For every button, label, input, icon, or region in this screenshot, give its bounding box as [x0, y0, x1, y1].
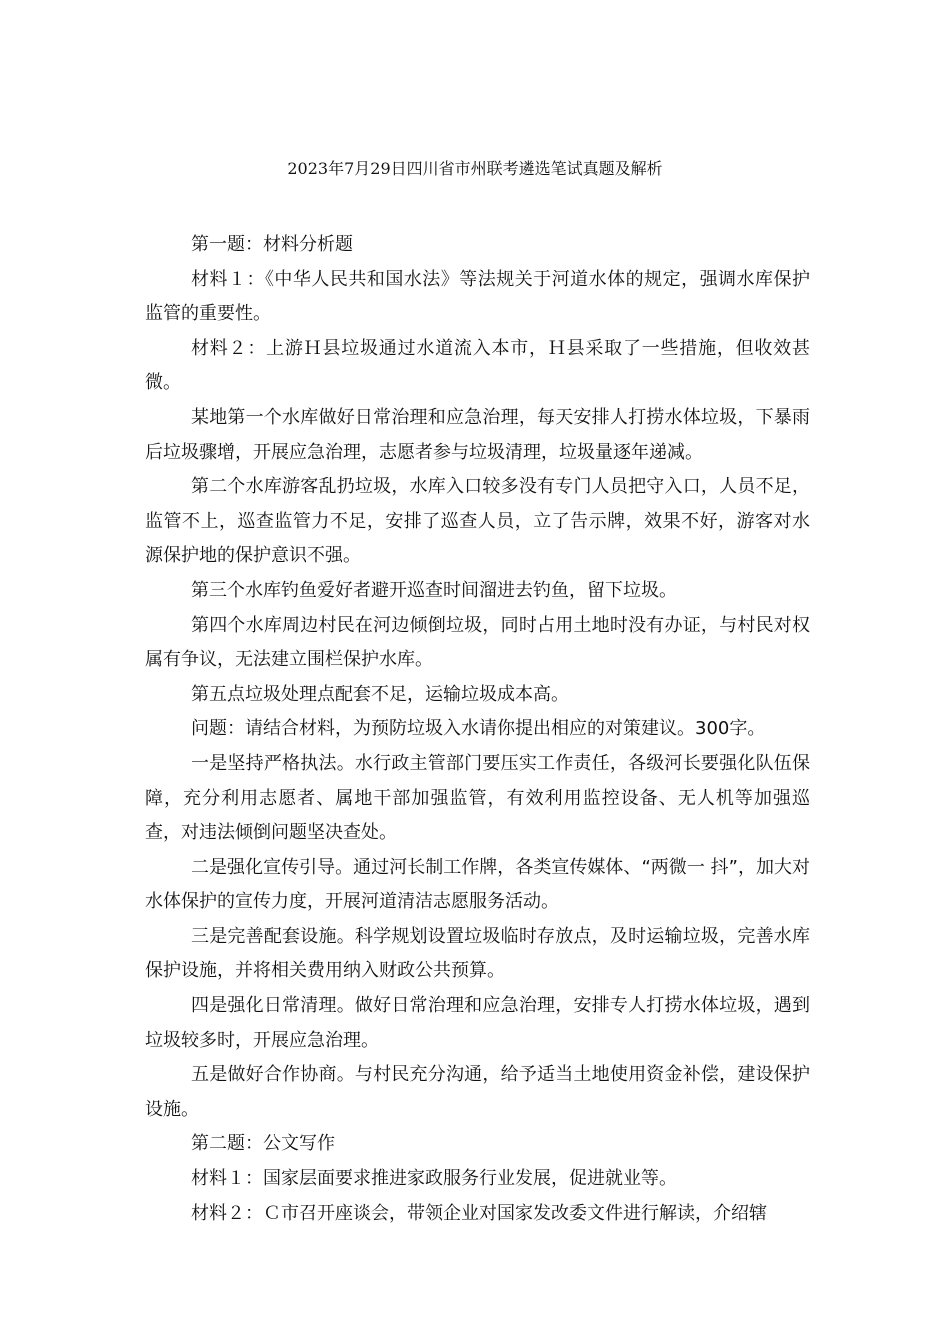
document-title: 2023年7月29日四川省市州联考遴选笔试真题及解析	[287, 159, 663, 178]
answer-paragraph: 五是做好合作协商。与村民充分沟通，给予适当土地使用资金补偿，建设保护设施。	[145, 1064, 810, 1120]
answer-paragraph: 一是坚持严格执法。水行政主管部门要压实工作责任，各级河长要强化队伍保障，充分利用志愿者、属地干部加强监管，有效利用监控设备、无人机等加强巡查，对违法倾倒问题坚决查处。	[145, 752, 810, 844]
section-heading-1: 第一题：材料分析题	[191, 234, 353, 255]
material-paragraph: 材料１：《中华人民共和国水法》等法规关于河道水体的规定，强调水库保护监管的重要性。	[145, 268, 810, 325]
answer-paragraph: 二是强化宣传引导。通过河长制工作牌，各类宣传媒体、“两微一 抖”，加大对水体保护的宣传力度，开展河道清洁志愿服务活动。	[145, 856, 810, 913]
material-paragraph: 某地第一个水库做好日常治理和应急治理，每天安排人打捞水体垃圾，下暴雨后垃圾骤增，开展应急治理，志愿者参与垃圾清理，垃圾量逐年递减。	[145, 406, 810, 463]
document-body	[145, 228, 810, 1231]
material-paragraph: 材料２：Ｃ市召开座谈会，带领企业对国家发改委文件进行解读，介绍辖	[191, 1202, 767, 1224]
question-paragraph: 问题：请结合材料，为预防垃圾入水请你提出相应的对策建议。300字。	[191, 718, 766, 740]
section-heading-2: 第二题：公文写作	[191, 1133, 335, 1155]
material-paragraph: 第二个水库游客乱扔垃圾，水库入口较多没有专门人员把守入口，人员不足，监管不上，巡查监管力不足，安排了巡查人员，立了告示牌，效果不好，游客对水源保护地的保护意识不强。	[145, 476, 810, 567]
answer-paragraph: 三是完善配套设施。科学规划设置垃圾临时存放点，及时运输垃圾，完善水库保护设施，并将相关费用纳入财政公共预算。	[145, 925, 810, 982]
material-paragraph: 材料２：上游Ｈ县垃圾通过水道流入本市，Ｈ县采取了一些措施，但收效甚微。	[145, 337, 810, 394]
material-paragraph: 第四个水库周边村民在河边倾倒垃圾，同时占用土地时没有办证，与村民对权属有争议，无法建立围栏保护水库。	[145, 614, 810, 671]
material-paragraph: 第五点垃圾处理点配套不足，运输垃圾成本高。	[191, 683, 569, 705]
material-paragraph: 第三个水库钓鱼爱好者避开巡查时间溜进去钓鱼，留下垃圾。	[191, 579, 677, 601]
material-paragraph: 材料１：国家层面要求推进家政服务行业发展，促进就业等。	[191, 1168, 677, 1190]
answer-paragraph: 四是强化日常清理。做好日常治理和应急治理，安排专人打捞水体垃圾，遇到垃圾较多时，开展应急治理。	[145, 995, 810, 1051]
